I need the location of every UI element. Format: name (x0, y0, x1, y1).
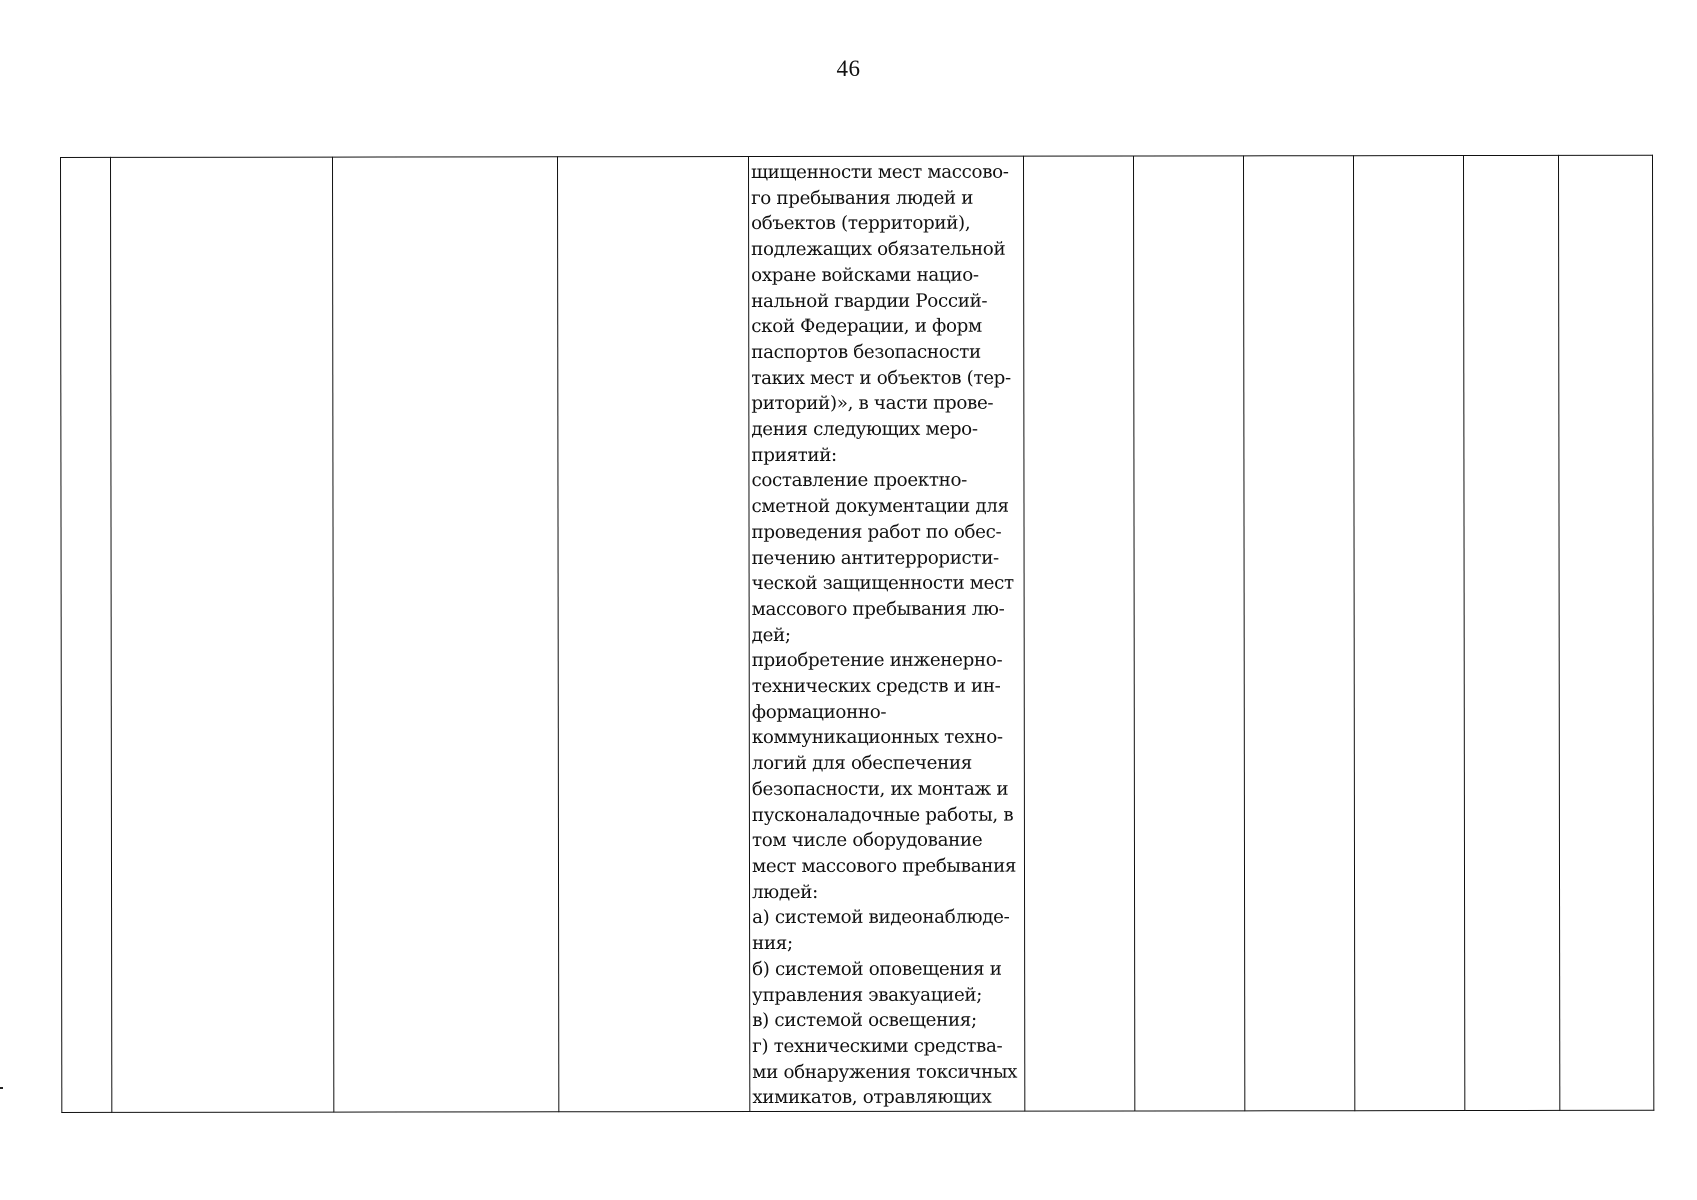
measure-text-line: ния; (752, 933, 793, 955)
measure-text-line: логий для обеспечения (751, 752, 972, 775)
measure-text-line: ской Федерации, и форм (751, 315, 982, 338)
cell-measure-description (749, 156, 1025, 1111)
measure-text-line: мест массового пребывания (751, 855, 1017, 878)
measure-text-line: в) системой освещения; (752, 1009, 977, 1032)
cell-empty-7 (1133, 156, 1244, 1111)
measure-text-line: подлежащих обязательной (751, 238, 1006, 261)
measure-text-line: формационно- (751, 701, 887, 723)
measure-text-line: массового пребывания лю- (751, 598, 1005, 620)
cell-empty-11 (1558, 155, 1653, 1110)
cell-empty-9 (1353, 156, 1464, 1111)
measure-text-line: печению антитеррористи- (751, 547, 999, 569)
cell-empty-10 (1463, 155, 1559, 1110)
measure-text-line: ми обнаружения токсичных (752, 1061, 1018, 1083)
measure-text-line: управления эвакуацией; (752, 984, 983, 1006)
measure-text-line: составление проектно- (751, 470, 967, 492)
measure-text-line: го пребывания людей и (751, 187, 974, 209)
measure-text-line: г) техническими средства- (752, 1035, 1003, 1057)
measure-text-line: дения следующих меро- (751, 418, 978, 441)
measure-text-line: дей; (751, 624, 791, 646)
measure-text-line: а) системой видеонаблюде- (752, 907, 1010, 929)
measures-table (60, 155, 1654, 1113)
measure-text-line: коммуникационных техно- (751, 727, 1003, 749)
measure-text-line: сметной документации для (751, 495, 1009, 518)
measure-text-line: паспортов безопасности (751, 341, 981, 363)
measure-text-line: проведения работ по обес- (751, 521, 1002, 543)
cell-co-executors (558, 157, 750, 1112)
measure-text-line: нальной гвардии Россий- (751, 290, 988, 312)
measure-text-line: объектов (территорий), (751, 213, 971, 235)
cell-program-name (111, 157, 334, 1112)
table-row (61, 155, 1654, 1112)
measure-text-line: людей: (752, 881, 818, 903)
measure-text-line: охране войсками нацио- (751, 264, 979, 286)
measure-text-line: приобретение инженерно- (751, 650, 1003, 672)
cell-empty-8 (1243, 156, 1354, 1111)
measure-text-line: химикатов, отравляющих (752, 1087, 992, 1109)
measure-text-line: том числе оборудование (751, 829, 983, 852)
measure-text-line: б) системой оповещения и (752, 958, 1002, 980)
page-number: 46 (836, 56, 861, 81)
measure-text-line: таких мест и объектов (тер- (751, 367, 1011, 389)
table-container (60, 155, 1653, 1110)
measure-text-line: технических средств и ин- (751, 675, 1001, 698)
measure-text-line: щищенности мест массово- (751, 161, 1009, 184)
scan-edge-mark (0, 1087, 3, 1089)
cell-empty-6 (1023, 156, 1134, 1111)
measure-text-line: ческой защищенности мест (751, 572, 1014, 595)
cell-number (61, 157, 112, 1112)
measure-text-line: безопасности, их монтаж и (751, 778, 1009, 800)
measure-text-line: пусконаладочные работы, в (751, 804, 1014, 826)
measure-text-line: приятий: (751, 444, 837, 466)
cell-responsible (333, 157, 559, 1112)
measure-text-line: риторий)», в части прове- (751, 393, 994, 415)
